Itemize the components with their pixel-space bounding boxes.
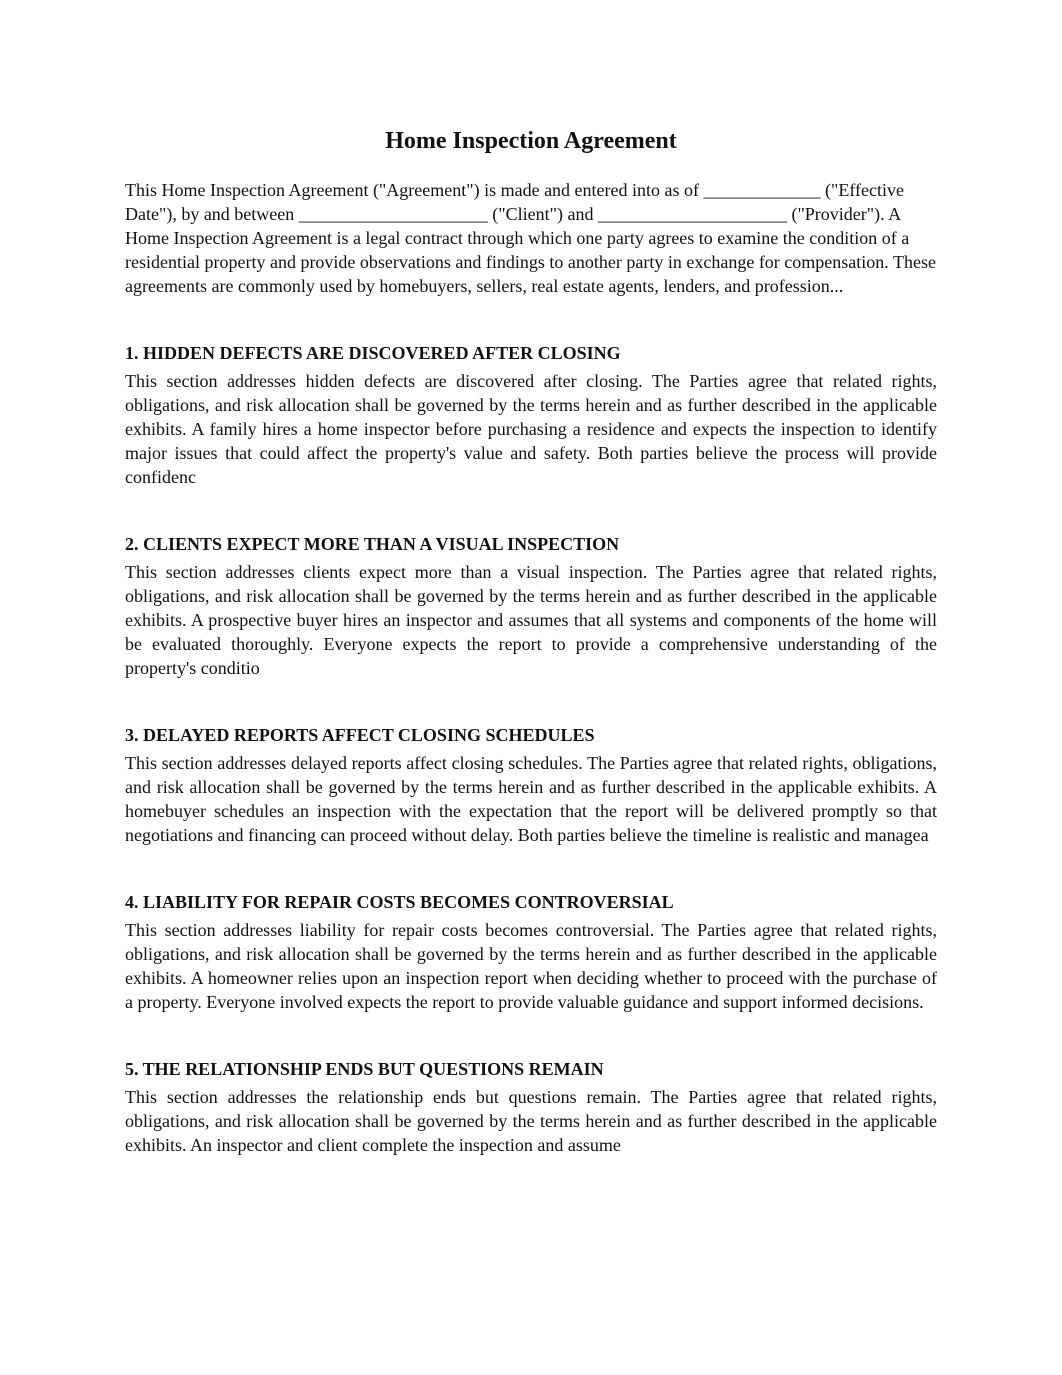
- section-heading: 2. CLIENTS EXPECT MORE THAN A VISUAL INSPECTION: [125, 534, 620, 554]
- section-body: This section addresses hidden defects are discovered after closing. The Parties agree that related rights, obligations, and risk allocation shall be governed by the terms herein and as further described in the applicable exhibits. A family hires a home inspector before purchasing a residence and expects the inspection to identify major issues that could affect the property's value and safety. Both parties believe the process will provide confidenc: [125, 371, 937, 487]
- section-heading: 4. LIABILITY FOR REPAIR COSTS BECOMES CONTROVERSIAL: [125, 892, 674, 912]
- document-content: [125, 124, 937, 1157]
- section-1: [125, 341, 937, 489]
- section-4: [125, 890, 937, 1014]
- section-heading: 1. HIDDEN DEFECTS ARE DISCOVERED AFTER CLOSING: [125, 343, 621, 363]
- section-5: [125, 1057, 937, 1157]
- section-body: This section addresses liability for repair costs becomes controversial. The Parties agree that related rights, obligations, and risk allocation shall be governed by the terms herein and as further described in the applicable exhibits. A homeowner relies upon an inspection report when deciding whether to proceed with the purchase of a property. Everyone involved expects the report to provide valuable guidance and support informed decisions.: [125, 920, 937, 1012]
- section-body: This section addresses delayed reports affect closing schedules. The Parties agree that related rights, obligations, and risk allocation shall be governed by the terms herein and as further described in the applicable exhibits. A homebuyer schedules an inspection with the expectation that the report will be delivered promptly so that negotiations and financing can proceed without delay. Both parties believe the timeline is realistic and managea: [125, 753, 937, 845]
- section-heading: 3. DELAYED REPORTS AFFECT CLOSING SCHEDULES: [125, 725, 595, 745]
- section-body: This section addresses clients expect more than a visual inspection. The Parties agree that related rights, obligations, and risk allocation shall be governed by the terms herein and as further described in the applicable exhibits. A prospective buyer hires an inspector and assumes that all systems and components of the home will be evaluated thoroughly. Everyone expects the report to provide a comprehensive understanding of the property's conditio: [125, 562, 937, 678]
- section-3: [125, 723, 937, 847]
- section-2: [125, 532, 937, 680]
- intro-paragraph: This Home Inspection Agreement ("Agreement") is made and entered into as of _____________ ("Effective Date"), by and between _____________________ ("Client") and _____________________ ("Provider"). A Home Inspection Agreement is a legal contract through which one party agrees to examine the condition of a residential property and provide observations and findings to another party in exchange for compensation. These agreements are commonly used by homebuyers, sellers, real estate agents, lenders, and profession...: [125, 180, 936, 296]
- section-heading: 5. THE RELATIONSHIP ENDS BUT QUESTIONS REMAIN: [125, 1059, 604, 1079]
- document-title: Home Inspection Agreement: [385, 128, 677, 154]
- section-body: This section addresses the relationship ends but questions remain. The Parties agree that related rights, obligations, and risk allocation shall be governed by the terms herein and as further described in the applicable exhibits. An inspector and client complete the inspection and assume: [125, 1087, 937, 1155]
